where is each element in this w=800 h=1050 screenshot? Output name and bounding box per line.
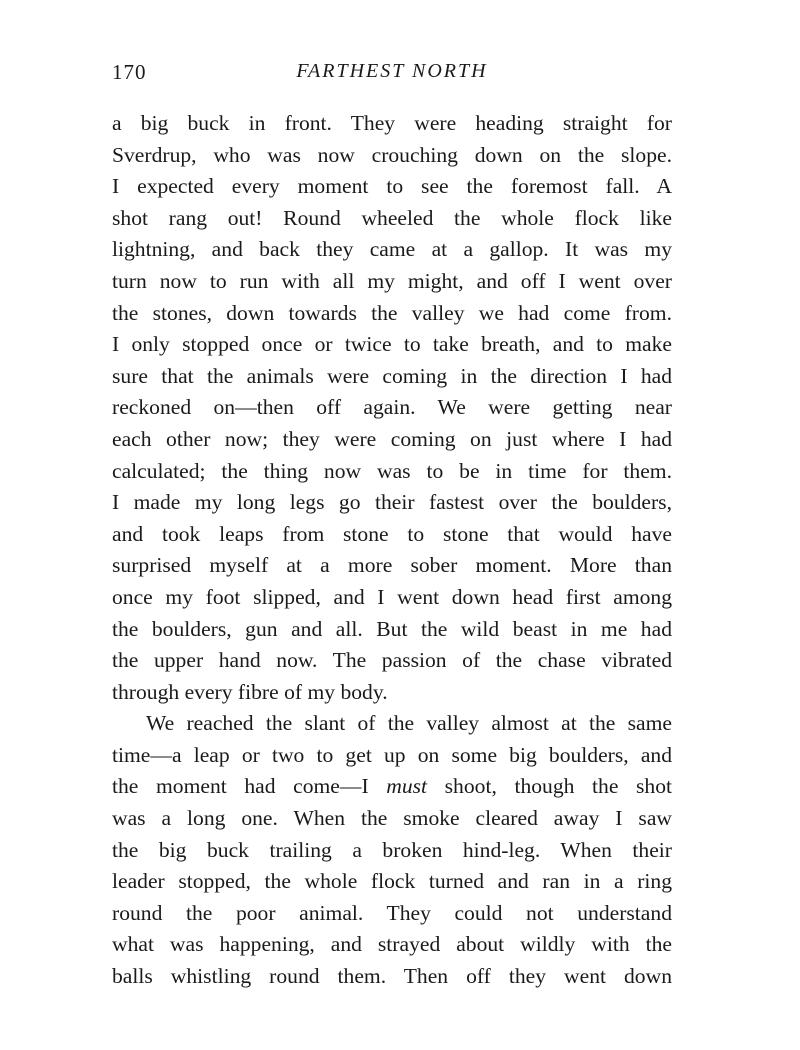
text-line: turn now to run with all my might, and off I went over [112, 268, 672, 293]
text-line: once my foot slipped, and I went down head first among [112, 584, 672, 609]
text-line: time—a leap or two to get up on some big boulders, and [112, 742, 672, 767]
text-line-emphasis [112, 771, 672, 803]
body-text [112, 108, 672, 993]
running-head: FARTHEST NORTH [296, 60, 488, 82]
text-line: I expected every moment to see the foremost fall. A [112, 174, 672, 199]
text-line: and took leaps from stone to stone that would have [112, 521, 672, 546]
text-line: round the poor animal. They could not understand [112, 900, 672, 925]
text-line: reckoned on—then off again. We were getting near [112, 395, 672, 420]
text-run: the moment had come—I [112, 774, 387, 799]
text-line: I made my long legs go their fastest over the boulders, [112, 490, 672, 515]
text-line: We reached the slant of the valley almost at the same [146, 711, 672, 736]
text-line: the upper hand now. The passion of the chase vibrated [112, 648, 672, 673]
text-line: the stones, down towards the valley we had come from. [112, 300, 672, 325]
text-line: each other now; they were coming on just where I had [112, 426, 672, 451]
text-line: leader stopped, the whole flock turned and ran in a ring [112, 869, 672, 894]
text-run: shoot, though the shot [427, 774, 672, 799]
paragraph-2 [112, 708, 672, 992]
page-header [112, 60, 672, 94]
text-line: calculated; the thing now was to be in time for them. [112, 458, 672, 483]
text-line: Sverdrup, who was now crouching down on the slope. [112, 142, 672, 167]
paragraph-1 [112, 108, 672, 708]
page-number: 170 [112, 60, 147, 84]
text-line: what was happening, and strayed about wildly with the [112, 932, 672, 957]
text-line: I only stopped once or twice to take breath, and to make [112, 332, 672, 357]
text-line: through every fibre of my body. [112, 679, 388, 704]
text-line: was a long one. When the smoke cleared away I saw [112, 806, 672, 831]
text-line: surprised myself at a more sober moment. More than [112, 553, 672, 578]
text-line: balls whistling round them. Then off they went down [112, 964, 672, 989]
text-line: lightning, and back they came at a gallop. It was my [112, 237, 672, 262]
text-line: the boulders, gun and all. But the wild beast in me had [112, 616, 672, 641]
text-line: shot rang out! Round wheeled the whole flock like [112, 205, 672, 230]
emphasis-text: must [386, 774, 428, 799]
text-line: the big buck trailing a broken hind-leg. When their [112, 837, 672, 862]
text-line: sure that the animals were coming in the direction I had [112, 363, 672, 388]
text-line: a big buck in front. They were heading straight for [112, 111, 672, 135]
